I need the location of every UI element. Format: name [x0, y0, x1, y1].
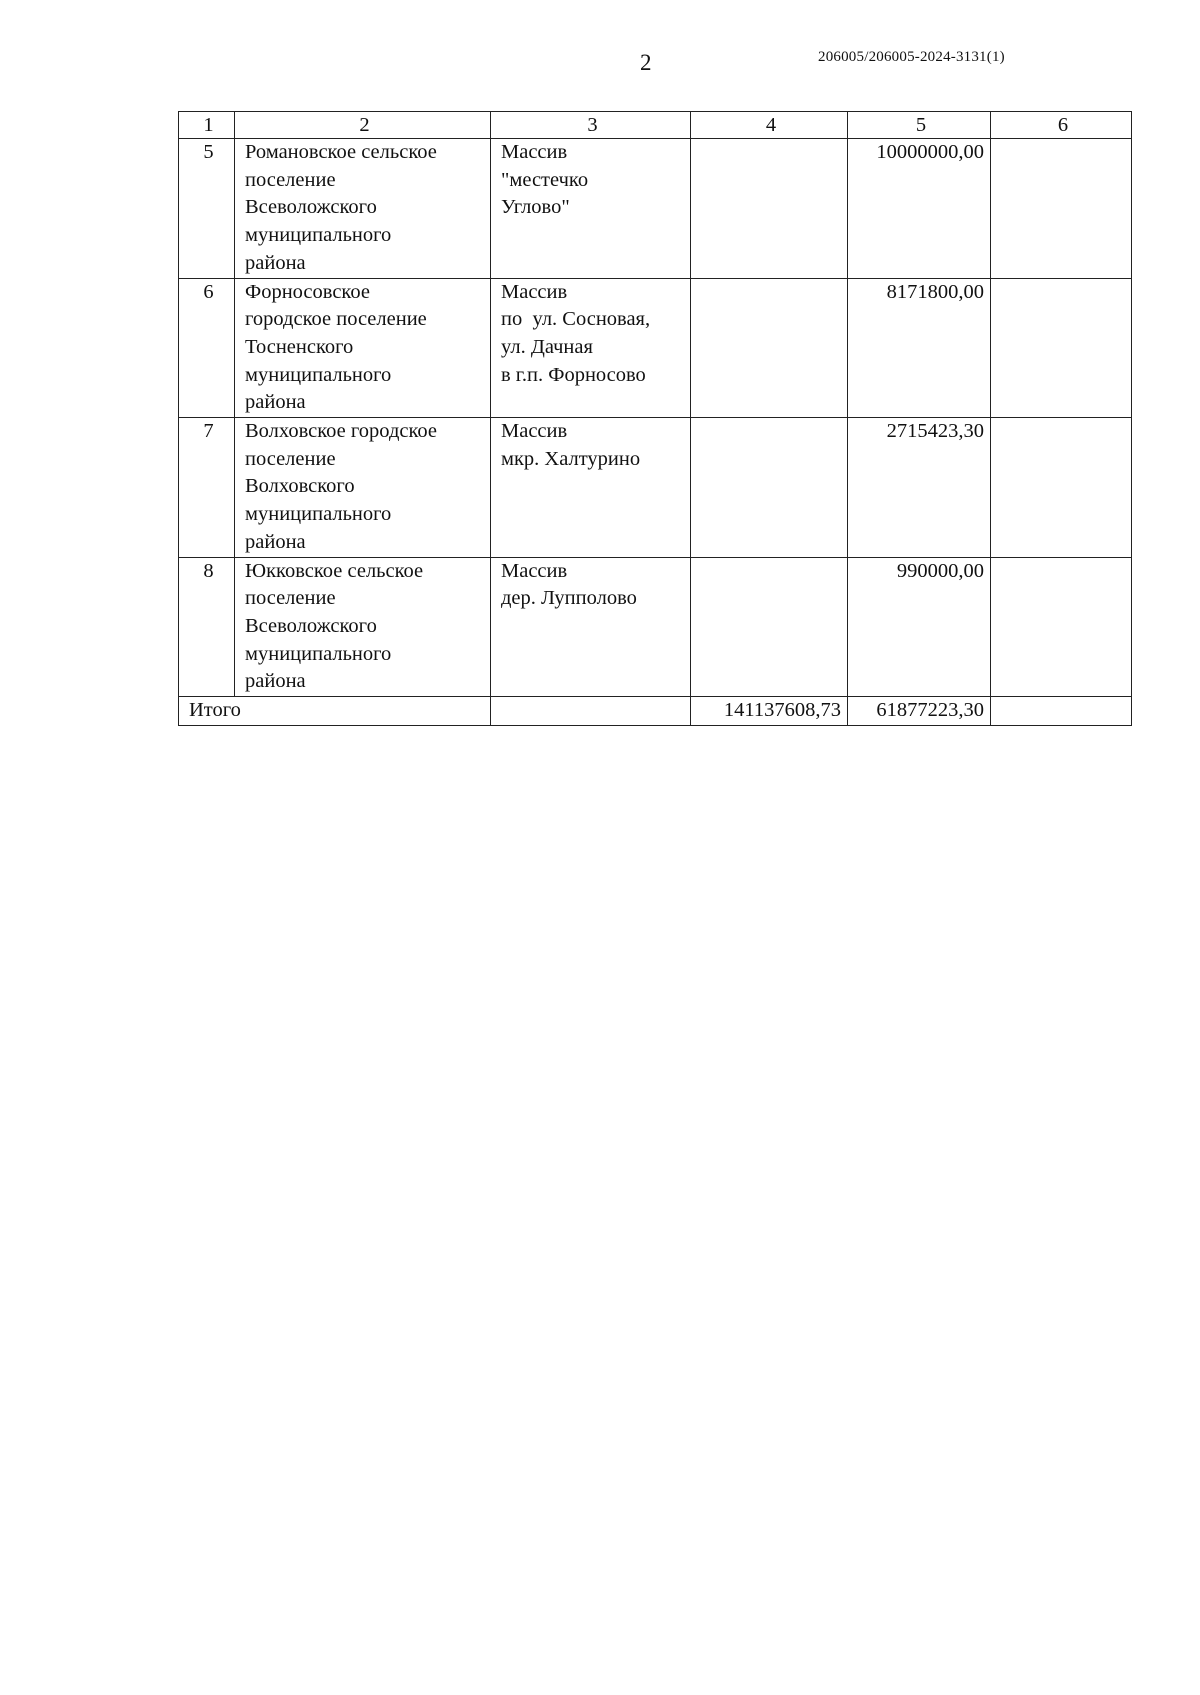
column-header: 3	[491, 112, 691, 139]
settlement-line: Тосненского	[245, 335, 354, 358]
empty-cell	[691, 139, 848, 279]
total-row	[179, 697, 1132, 726]
site-line: мкр. Халтурино	[501, 447, 641, 470]
total-amount: 61877223,30	[848, 697, 991, 726]
column-header: 2	[235, 112, 491, 139]
site-line: Массив	[501, 280, 568, 303]
settlement-line: муниципального	[245, 363, 392, 386]
table-row	[179, 139, 1132, 279]
site-line: дер. Лупполово	[501, 587, 637, 610]
amount-cell: 2715423,30	[848, 418, 991, 558]
settlement-line: Всеволожского	[245, 614, 377, 637]
amount-cell: 10000000,00	[848, 139, 991, 279]
table-row	[179, 418, 1132, 558]
total-label: Итого	[179, 697, 491, 726]
site-line: по ул. Сосновая,	[501, 308, 651, 331]
settlement-line: Романовское сельское	[245, 141, 437, 163]
site-line: Массив	[501, 559, 568, 582]
site-line: Массив	[501, 420, 568, 443]
site-line: в г.п. Форносово	[501, 363, 646, 386]
column-header: 5	[848, 112, 991, 139]
settlement-line: Юкковское сельское	[245, 559, 424, 582]
settlement-line: поселение	[245, 587, 336, 610]
empty-cell	[991, 278, 1132, 418]
settlement-line: муниципального	[245, 642, 392, 665]
page-number: 2	[640, 50, 652, 75]
amount-cell: 8171800,00	[848, 278, 991, 418]
site-line: "местечко	[501, 168, 589, 191]
settlement-line: района	[245, 670, 306, 693]
column-number-row	[179, 112, 1132, 139]
empty-cell	[991, 139, 1132, 279]
total-col4-amount: 141137608,73	[691, 697, 848, 726]
empty-cell	[991, 557, 1132, 697]
funding-table	[178, 111, 1132, 726]
site-line: Углово"	[501, 196, 570, 219]
empty-cell	[691, 418, 848, 558]
settlement-line: Форносовское	[245, 280, 370, 303]
settlement-cell	[235, 278, 491, 418]
settlement-line: муниципального	[245, 503, 392, 526]
settlement-cell	[235, 418, 491, 558]
empty-cell	[691, 278, 848, 418]
settlement-line: муниципального	[245, 224, 392, 247]
settlement-line: района	[245, 530, 306, 553]
settlement-line: района	[245, 391, 306, 414]
settlement-line: поселение	[245, 168, 336, 191]
settlement-line: Волховского	[245, 475, 355, 498]
settlement-line: городское поселение	[245, 308, 427, 331]
empty-cell	[991, 697, 1132, 726]
row-number: 7	[179, 418, 235, 558]
column-header: 4	[691, 112, 848, 139]
site-cell	[491, 139, 691, 279]
settlement-line: поселение	[245, 447, 336, 470]
empty-cell	[491, 697, 691, 726]
column-header: 6	[991, 112, 1132, 139]
row-number: 5	[179, 139, 235, 279]
site-line: Массив	[501, 141, 568, 163]
table-row	[179, 278, 1132, 418]
document-code: 206005/206005-2024-3131(1)	[818, 49, 1005, 65]
site-cell	[491, 278, 691, 418]
table-row	[179, 557, 1132, 697]
site-cell	[491, 418, 691, 558]
settlement-line: района	[245, 251, 306, 274]
settlement-cell	[235, 557, 491, 697]
empty-cell	[991, 418, 1132, 558]
row-number: 8	[179, 557, 235, 697]
site-line: ул. Дачная	[501, 335, 593, 358]
row-number: 6	[179, 278, 235, 418]
empty-cell	[691, 557, 848, 697]
site-cell	[491, 557, 691, 697]
amount-cell: 990000,00	[848, 557, 991, 697]
settlement-line: Волховское городское	[245, 420, 438, 443]
settlement-cell	[235, 139, 491, 279]
column-header: 1	[179, 112, 235, 139]
settlement-line: Всеволожского	[245, 196, 377, 219]
